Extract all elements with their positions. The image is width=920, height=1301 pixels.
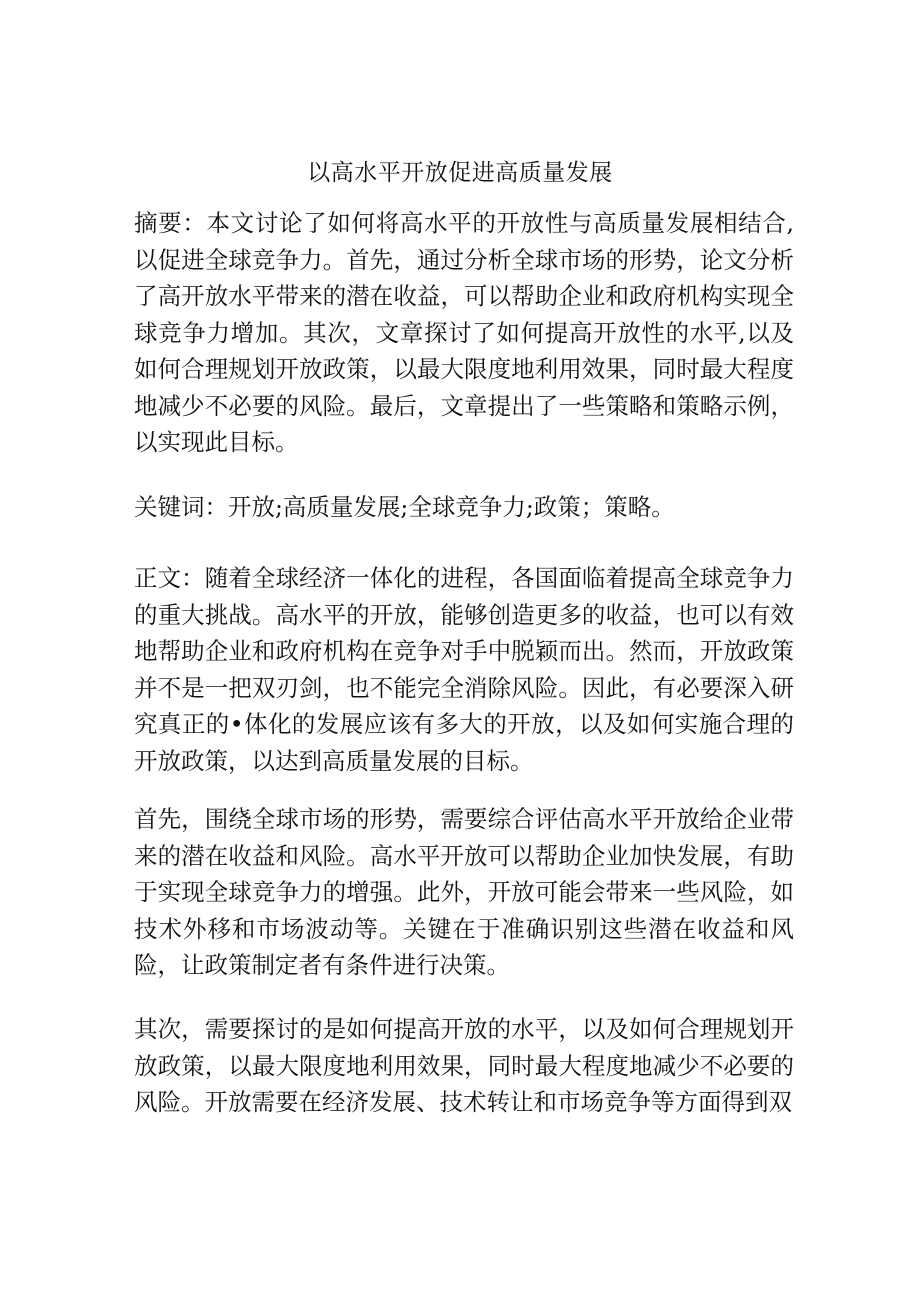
abstract-paragraph: 摘要：本文讨论了如何将高水平的开放性与高质量发展相结合,以促进全球竞争力。首先，通过分析全球市场的形势，论文分析了高开放水平带来的潜在收益，可以帮助企业和政府机构实现全球竞争力增加。其次，文章探讨了如何提高开放性的水平,以及如何合理规划开放政策，以最大限度地利用效果，同时最大程度地减少不必要的风险。最后，文章提出了一些策略和策略示例，以实现此目标。 xyxy=(134,209,794,456)
document-title: 以高水平开放促进高质量发展 xyxy=(307,160,613,186)
keywords-paragraph: 关键词：开放;高质量发展;全球竞争力;政策；策略。 xyxy=(134,493,675,521)
body-paragraph-1: 正文：随着全球经济一体化的进程，各国面临着提高全球竞争力的重大挑战。高水平的开放，能够创造更多的收益，也可以有效地帮助企业和政府机构在竞争对手中脱颖而出。然而，开放政策并不是一把双刃剑，也不能完全消除风险。因此，有必要深入研究真正的•体化的发展应该有多大的开放，以及如何实施合理的开放政策，以达到高质量发展的目标。 xyxy=(134,564,794,775)
body-paragraph-2: 首先，围绕全球市场的形势，需要综合评估高水平开放给企业带来的潜在收益和风险。高水平开放可以帮助企业加快发展，有助于实现全球竞争力的增强。此外，开放可能会带来一些风险，如技术外移和市场波动等。关键在于准确识别这些潜在收益和风险，让政策制定者有条件进行决策。 xyxy=(134,805,794,979)
body-paragraph-3: 其次，需要探讨的是如何提高开放的水平，以及如何合理规划开放政策，以最大限度地利用效果，同时最大程度地减少不必要的风险。开放需要在经济发展、技术转让和市场竞争等方面得到双 xyxy=(134,1015,794,1116)
